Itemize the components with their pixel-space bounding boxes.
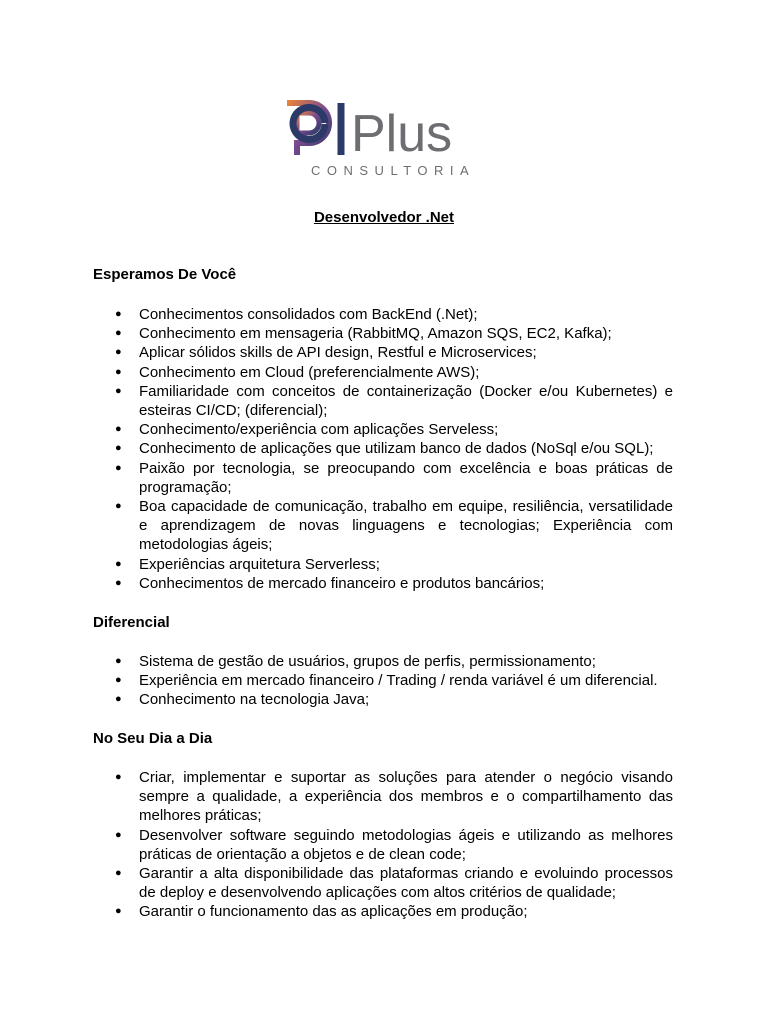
list-item: ● Criar, implementar e suportar as soluções para atender o negócio visando sempre a qualidade, a experiência dos membros e o compartilhamento das melhores práticas; — [93, 768, 673, 826]
list-item: ● Garantir a alta disponibilidade das plataformas criando e evoluindo processos de deploy e desenvolvendo aplicações com altos critérios de qualidade; — [93, 864, 673, 902]
company-logo — [283, 95, 493, 177]
list-item: ● Garantir o funcionamento das as aplicações em produção; — [93, 902, 673, 921]
daily-tasks-list — [93, 768, 673, 922]
list-item: ● Sistema de gestão de usuários, grupos de perfis, permissionamento; — [93, 652, 673, 671]
list-item: ● Paixão por tecnologia, se preocupando com excelência e boas práticas de programação; — [93, 459, 673, 497]
list-item: ● Aplicar sólidos skills de API design, Restful e Microservices; — [93, 343, 673, 362]
section-heading-dia-a-dia: No Seu Dia a Dia — [93, 730, 213, 747]
list-item: ● Conhecimento na tecnologia Java; — [93, 690, 673, 709]
list-item: ● Familiaridade com conceitos de containerização (Docker e/ou Kubernetes) e esteiras CI/CD; (diferencial); — [93, 382, 673, 420]
list-item: ● Boa capacidade de comunicação, trabalho em equipe, resiliência, versatilidade e aprendizagem de novas linguagens e tecnologias; Experiência com metodologias ágeis; — [93, 497, 673, 555]
section-heading-diferencial: Diferencial — [93, 614, 170, 631]
list-item: ● Conhecimentos consolidados com BackEnd (.Net); — [93, 305, 673, 324]
page-title: Desenvolvedor .Net — [313, 209, 455, 226]
list-item: ● Conhecimento em Cloud (preferencialmente AWS); — [93, 363, 673, 382]
list-item: ● Conhecimento/experiência com aplicações Serveless; — [93, 420, 673, 439]
logo-main-text: Plus — [351, 105, 453, 163]
list-item: ● Conhecimento de aplicações que utilizam banco de dados (NoSql e/ou SQL); — [93, 439, 673, 458]
list-item: ● Conhecimentos de mercado financeiro e produtos bancários; — [93, 574, 673, 593]
logo-sub-text: CONSULTORIA — [311, 163, 476, 177]
list-item: ● Desenvolver software seguindo metodologias ágeis e utilizando as melhores práticas de orientação a objetos e de clean code; — [93, 826, 673, 864]
list-item: ● Conhecimento em mensageria (RabbitMQ, Amazon SQS, EC2, Kafka); — [93, 324, 673, 343]
differential-list — [93, 652, 673, 710]
requirements-list — [93, 305, 673, 593]
section-heading-esperamos: Esperamos De Você — [93, 266, 237, 283]
list-item: ● Experiências arquitetura Serverless; — [93, 555, 673, 574]
list-item: ● Experiência em mercado financeiro / Trading / renda variável é um diferencial. — [93, 671, 673, 690]
pdplus-logo-icon — [283, 95, 493, 177]
